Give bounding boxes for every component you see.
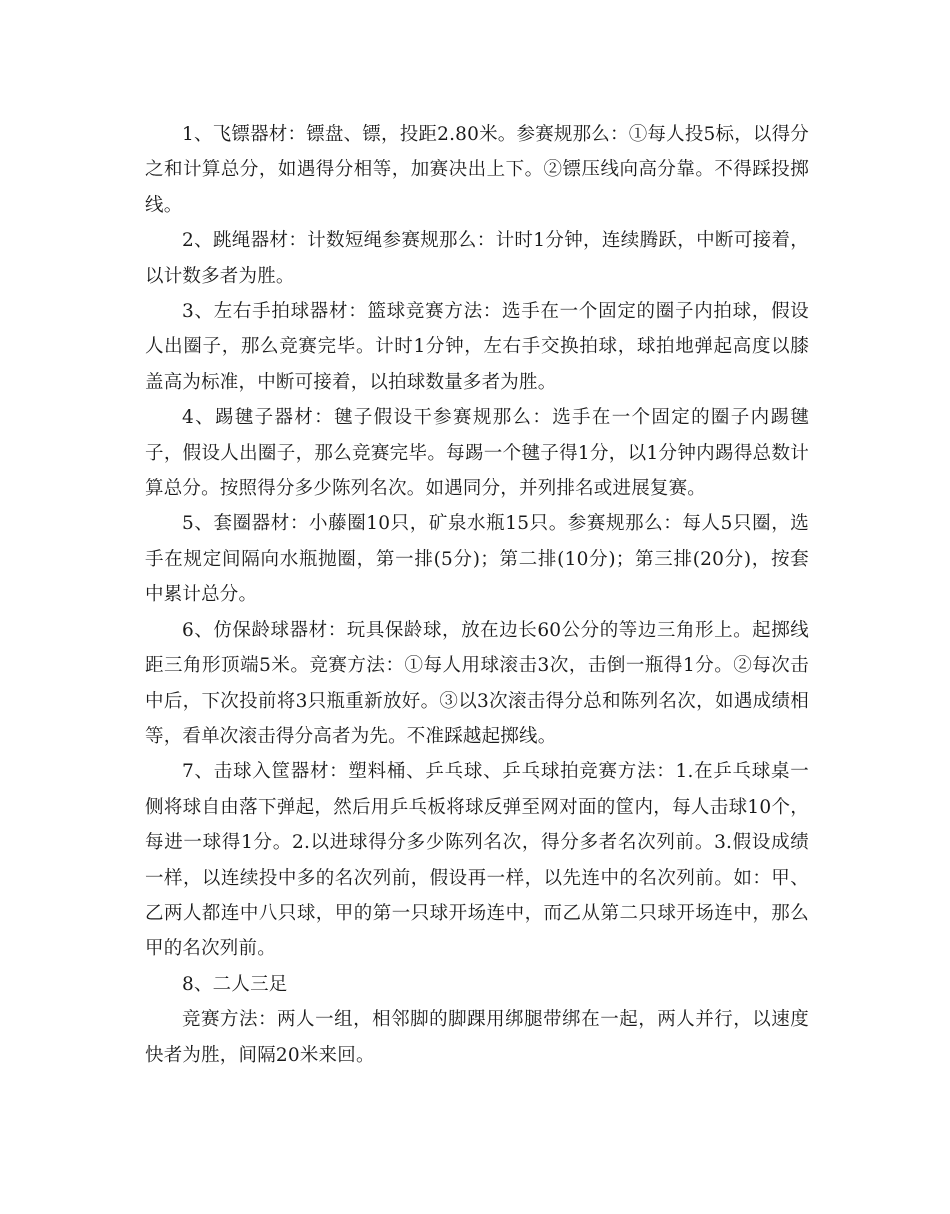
paragraph-ring-toss: 5、套圈器材：小藤圈10只，矿泉水瓶15只。参赛规那么：每人5只圈，选手在规定间隔向水瓶抛圈，第一排(5分)；第二排(10分)；第三排(20分)，按套中累计总分。 xyxy=(145,513,809,606)
paragraph-darts: 1、飞镖器材：镖盘、镖，投距2.80米。参赛规那么：①每人投5标，以得分之和计算总分，如遇得分相等，加赛决出上下。②镖压线向高分靠。不得踩投掷线。 xyxy=(145,124,809,216)
paragraph-jump-rope: 2、跳绳器材：计数短绳参赛规那么：计时1分钟，连续腾跃，中断可接着，以计数多者为胜。 xyxy=(145,230,809,287)
paragraph-ball-into-basket: 7、击球入筐器材：塑料桶、乒乓球、乒乓球拍竞赛方法：1.在乒乓球桌一侧将球自由落下弹起，然后用乒乓板将球反弹至网对面的筐内，每人击球10个，每进一球得1分。2.以进球得分多少陈列名次，得分多者名次列前。3.假设成绩一样，以连续投中多的名次列前，假设再一样，以先连中的名次列前。如：甲、乙两人都连中八只球，甲的第一只球开场连中，而乙从第二只球开场连中，那么甲的名次列前。 xyxy=(145,761,809,960)
document-body xyxy=(145,117,809,1073)
paragraph-shuttlecock: 4、踢毽子器材：毽子假设干参赛规那么：选手在一个固定的圈子内踢毽子，假设人出圈子，那么竞赛完毕。每踢一个毽子得1分，以1分钟内踢得总数计算总分。按照得分多少陈列名次。如遇同分，并列排名或进展复赛。 xyxy=(145,407,809,500)
paragraph-three-legged-method: 竞赛方法：两人一组，相邻脚的脚踝用绑腿带绑在一起，两人并行，以速度快者为胜，间隔20米来回。 xyxy=(145,1009,809,1066)
paragraph-three-legged-heading: 8、二人三足 xyxy=(182,973,288,995)
paragraph-bowling: 6、仿保龄球器材：玩具保龄球，放在边长60公分的等边三角形上。起掷线距三角形顶端5米。竞赛方法：①每人用球滚击3次，击倒一瓶得1分。②每次击中后，下次投前将3只瓶重新放好。③以3次滚击得分总和陈列名次，如遇成绩相等，看单次滚击得分高者为先。不准踩越起掷线。 xyxy=(145,619,809,747)
paragraph-ball-bouncing: 3、左右手拍球器材：篮球竞赛方法：选手在一个固定的圈子内拍球，假设人出圈子，那么竞赛完毕。计时1分钟，左右手交换拍球，球拍地弹起高度以膝盖高为标准，中断可接着，以拍球数量多者为胜。 xyxy=(145,301,809,393)
